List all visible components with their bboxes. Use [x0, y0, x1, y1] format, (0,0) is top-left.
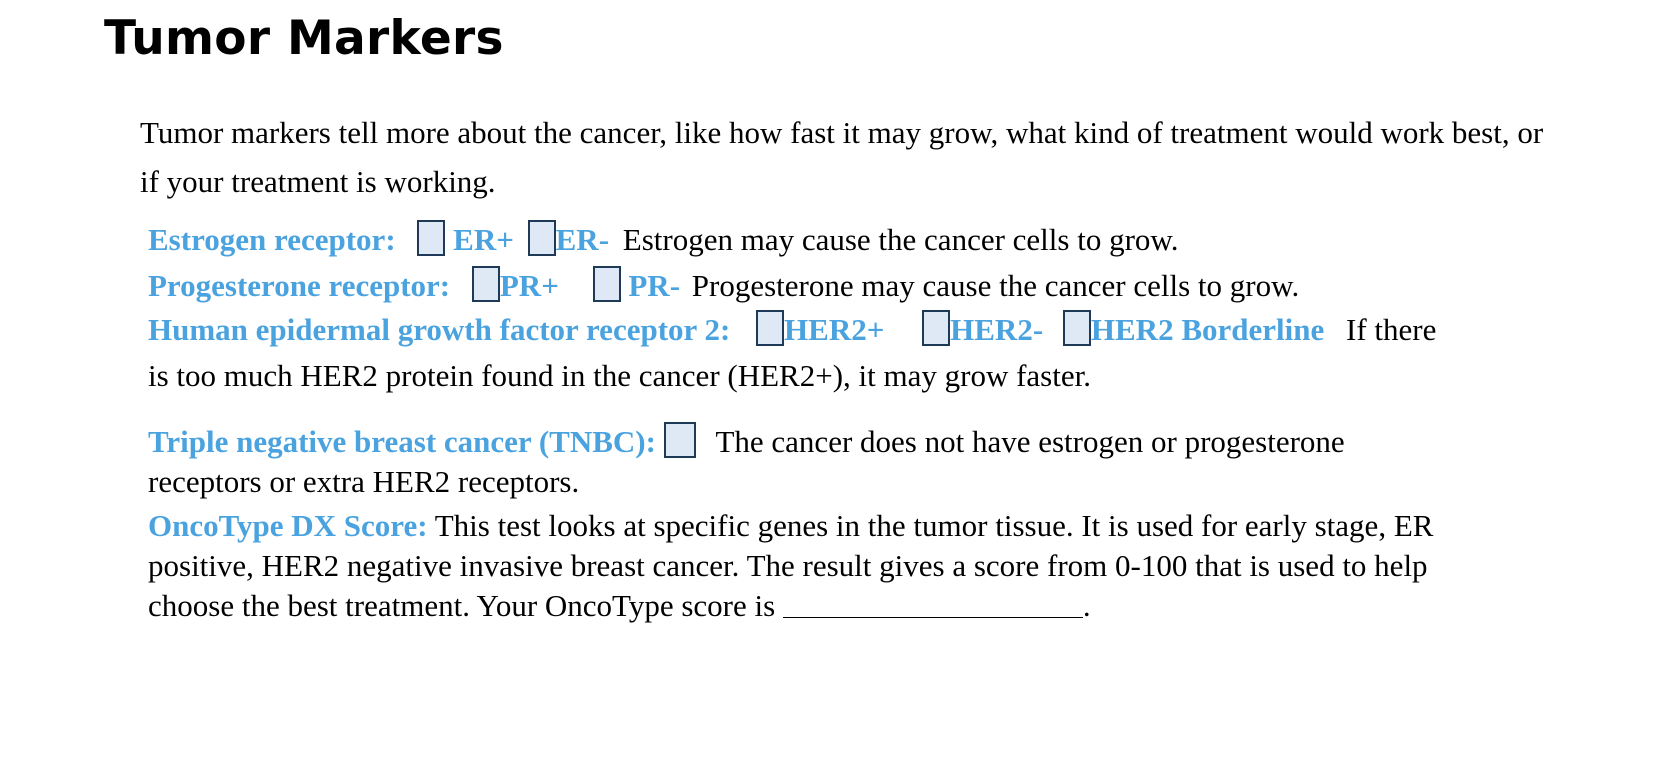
- tnbc-row: [148, 422, 1345, 462]
- her2-negative-checkbox[interactable]: [922, 310, 950, 346]
- tnbc-label: Triple negative breast cancer (TNBC):: [148, 424, 656, 459]
- page-title: Tumor Markers: [104, 11, 504, 66]
- tnbc-checkbox[interactable]: [664, 422, 696, 458]
- oncotype-row: [148, 506, 1433, 546]
- her2-borderline-checkbox[interactable]: [1063, 310, 1091, 346]
- tnbc-description-start: The cancer does not have estrogen or progesterone: [715, 424, 1345, 459]
- her2-receptor-label: Human epidermal growth factor receptor 2:: [148, 312, 731, 347]
- estrogen-receptor-label: Estrogen receptor:: [148, 222, 396, 257]
- er-positive-checkbox[interactable]: [417, 220, 445, 256]
- her2-receptor-row: [148, 310, 1436, 350]
- her2-positive-checkbox[interactable]: [756, 310, 784, 346]
- estrogen-description: Estrogen may cause the cancer cells to grow.: [622, 222, 1179, 257]
- oncotype-text-row2: [148, 546, 1428, 586]
- her2-description-end: is too much HER2 protein found in the cancer (HER2+), it may grow faster.: [148, 358, 1091, 393]
- intro-paragraph: Tumor markers tell more about the cancer, like how fast it may grow, what kind of treatment would work best, or if your treatment is working.: [140, 115, 1544, 199]
- er-negative-label: ER-: [555, 222, 610, 257]
- oncotype-text-line2: positive, HER2 negative invasive breast cancer. The result gives a score from 0-100 that is used to help: [148, 548, 1428, 583]
- oncotype-text-row3: [148, 586, 1091, 626]
- pr-negative-checkbox[interactable]: [593, 266, 621, 302]
- progesterone-receptor-row: [148, 266, 1299, 306]
- her2-positive-label: HER2+: [784, 312, 885, 347]
- her2-description-start: If there: [1346, 312, 1437, 347]
- pr-positive-label: PR+: [499, 268, 559, 303]
- er-positive-label: ER+: [453, 222, 514, 257]
- oncotype-period: .: [1082, 588, 1091, 623]
- oncotype-score-blank[interactable]: [783, 589, 1083, 618]
- her2-negative-label: HER2-: [950, 312, 1044, 347]
- er-negative-checkbox[interactable]: [528, 220, 556, 256]
- her2-borderline-label: HER2 Borderline: [1090, 312, 1325, 347]
- tnbc-description-end: receptors or extra HER2 receptors.: [148, 464, 580, 499]
- oncotype-text-line3: choose the best treatment. Your OncoType score is: [148, 588, 776, 623]
- oncotype-text-line1: This test looks at specific genes in the tumor tissue. It is used for early stage, ER: [434, 508, 1434, 543]
- pr-positive-checkbox[interactable]: [472, 266, 500, 302]
- oncotype-label: OncoType DX Score:: [148, 508, 428, 543]
- progesterone-description: Progesterone may cause the cancer cells to grow.: [691, 268, 1300, 303]
- pr-negative-label: PR-: [628, 268, 681, 303]
- tnbc-description-row: [148, 462, 579, 502]
- her2-description-row: [148, 356, 1091, 396]
- estrogen-receptor-row: [148, 220, 1179, 260]
- progesterone-receptor-label: Progesterone receptor:: [148, 268, 451, 303]
